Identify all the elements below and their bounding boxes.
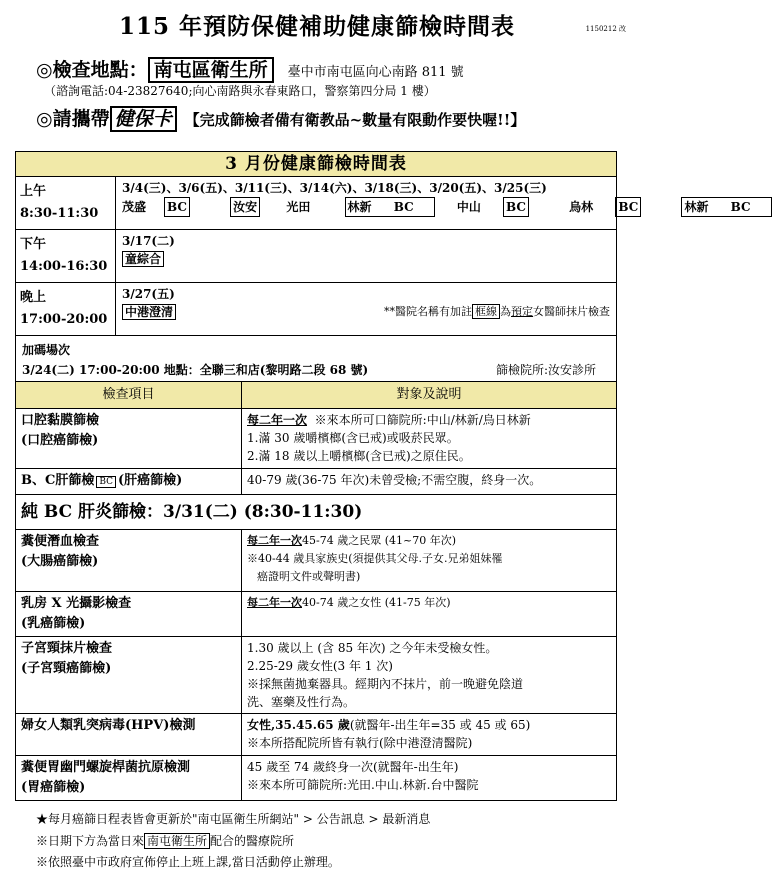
- doc-code: 1150212 改: [585, 25, 626, 33]
- evening-slot: [16, 283, 116, 336]
- march-schedule-table: [15, 151, 751, 386]
- bring-item: 健保卡: [110, 106, 177, 132]
- afternoon-label: 下午: [20, 237, 47, 252]
- site-1: 茂盛 BC: [122, 197, 208, 217]
- morning-dates-cell: [116, 177, 751, 230]
- mammography-desc: 每二年一次40-74 歲之女性 (41-75 年次): [242, 592, 617, 637]
- footer-note-clinics: ※日期下方為當日來 南屯衛生所 配合的醫療院所: [36, 834, 295, 848]
- extra-detail: 3/24(二) 17:00-20:00 地點：全聯三和店(黎明路二段 68 號): [22, 363, 369, 377]
- evening-site: 中港澄清: [122, 304, 176, 320]
- pap-desc: 1.30 歲以上 (含 85 年次) 之今年未受檢女性。 2.25-29 歲女性(3 年 1 次) ※採無菌拋棄器具。經期內不抹片，前一晚避免陰道 洗、塞藥及性行為。: [242, 637, 617, 714]
- afternoon-time: 14:00-16:30: [20, 259, 108, 274]
- mammography-item: 乳房 X 光攝影檢查 (乳癌篩檢): [16, 592, 242, 637]
- location-line: [36, 55, 464, 82]
- location-label: ◎檢查地點：: [36, 59, 148, 81]
- afternoon-site: 童綜合: [122, 251, 164, 267]
- morning-dates: 3/4(三)、3/6(五)、3/11(三)、3/14(六)、3/18(三)、3/20(五)、3/25(三): [122, 181, 547, 195]
- site-4: 林新 BC: [345, 197, 435, 217]
- site-3: 光田: [286, 200, 311, 214]
- location-name: 南屯區衛生所: [148, 57, 274, 83]
- site-2: 汝安: [230, 197, 260, 217]
- oral-desc: 每二年一次 ※來本所可口篩院所:中山/林新/烏日林新 1.滿 30 歲嚼檳榔(含已戒)或吸菸民眾。 2.滿 18 歲以上嚼檳榔(含已戒)之原住民。: [242, 409, 617, 469]
- col-item-header: 檢查項目: [16, 382, 242, 409]
- evening-dates-cell: [116, 283, 617, 336]
- bring-note: 【完成篩檢者備有衛教品~數量有限動作要快喔!!】: [184, 111, 526, 129]
- morning-label: 上午: [20, 184, 47, 199]
- fobt-item: 糞便潛血檢查 (大腸癌篩檢): [16, 530, 242, 592]
- afternoon-slot: [16, 230, 116, 283]
- page-title: 115 年預防保健補助健康篩檢時間表: [118, 13, 516, 40]
- fobt-desc: 每二年一次45-74 歲之民眾 (41~70 年次) ※40-44 歲具家族史(須提供其父母.子女.兄弟姐妹罹 癌證明文件或聲明書): [242, 530, 617, 592]
- bring-line: [36, 104, 525, 131]
- screening-items-table: [15, 381, 617, 801]
- extra-clinic: 篩檢院所:汝安診所: [495, 363, 596, 377]
- morning-sites: [122, 197, 751, 217]
- extra-session: [16, 336, 617, 386]
- hpv-item: 婦女人類乳突病毒(HPV)檢測: [16, 714, 242, 756]
- evening-date: 3/27(五): [122, 287, 175, 301]
- extra-label: 加碼場次: [22, 343, 71, 357]
- pap-item: 子宮頸抹片檢查 (子宮頸癌篩檢): [16, 637, 242, 714]
- female-doctor-note: **醫院名稱有加註 框線 為預定女醫師抹片檢查: [384, 305, 610, 318]
- evening-time: 17:00-20:00: [20, 312, 108, 327]
- site-7: 林新 BC: [681, 197, 771, 217]
- bring-label: ◎請攜帶: [36, 108, 110, 130]
- hepatitis-desc: 40-79 歲(36-75 年次)未曾受檢;不需空腹，終身一次。: [242, 469, 617, 495]
- col-desc-header: 對象及說明: [242, 382, 617, 409]
- oral-item: 口腔黏膜篩檢 (口腔癌篩檢): [16, 409, 242, 469]
- afternoon-dates-cell: [116, 230, 617, 283]
- footer-note-website: ★每月癌篩日程表皆會更新於"南屯區衛生所網站" > 公告訊息 > 最新消息: [36, 812, 431, 826]
- morning-slot: [16, 177, 116, 230]
- site-5: 中山 BC: [457, 197, 547, 217]
- hpv-desc: 女性,35.45.65 歲(就醫年-出生年=35 或 45 或 65) ※本所搭配院所皆有執行(除中港澄清醫院): [242, 714, 617, 756]
- site-6: 烏林 BC: [569, 197, 659, 217]
- march-schedule-title: 3 月份健康篩檢時間表: [16, 152, 617, 177]
- morning-time: 8:30-11:30: [20, 206, 99, 221]
- location-address: 臺中市南屯區向心南路 811 號: [287, 65, 464, 80]
- h-pylori-desc: 45 歲至 74 歲終身一次(就醫年-出生年) ※來本所可篩院所:光田.中山.林新.台中醫院: [242, 756, 617, 801]
- hepatitis-item: B、C肝篩檢 BC (肝癌篩檢): [16, 469, 242, 495]
- phone-line: （諮詢電話:04-23827640;向心南路與永春東路口，警察第四分局 1 樓）: [44, 84, 436, 98]
- footer-note-typhoon: ※依照臺中市政府宣佈停止上班上課,當日活動停止辦理。: [36, 855, 340, 869]
- h-pylori-item: 糞便胃幽門螺旋桿菌抗原檢測 (胃癌篩檢): [16, 756, 242, 801]
- bc-special-session: 純 BC 肝炎篩檢：3/31(二) (8:30-11:30): [16, 495, 617, 530]
- afternoon-date: 3/17(二): [122, 234, 175, 248]
- evening-label: 晚上: [20, 290, 47, 305]
